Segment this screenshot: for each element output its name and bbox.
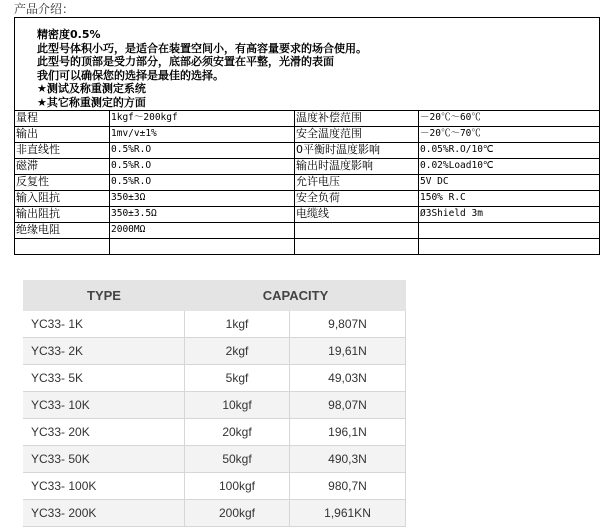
newton-cell: 19,61N [290, 338, 406, 365]
spec-value: －20℃～70℃ [419, 126, 600, 142]
spec-row [15, 190, 600, 206]
spec-label: 安全负荷 [295, 190, 419, 206]
spec-value [419, 222, 600, 238]
spec-row [15, 110, 600, 126]
newton-cell: 9,807N [290, 311, 406, 338]
spec-table [14, 17, 600, 255]
empty-row [15, 238, 600, 254]
spec-label: 磁滞 [15, 158, 110, 174]
table-row [23, 311, 406, 338]
kgf-cell: 20kgf [185, 419, 290, 446]
spec-label: 温度补偿范围 [295, 110, 419, 126]
kgf-cell: 2kgf [185, 338, 290, 365]
spec-value: 0.02%Load10℃ [419, 158, 600, 174]
capacity-table [23, 280, 406, 527]
newton-cell: 1,961KN [290, 500, 406, 527]
spec-value: 0.5%R.O [110, 142, 295, 158]
spec-label: 输出时温度影响 [295, 158, 419, 174]
table-row [23, 473, 406, 500]
spec-label: 反复性 [15, 174, 110, 190]
table-row [23, 365, 406, 392]
spec-row [15, 126, 600, 142]
spec-label [295, 222, 419, 238]
type-cell: YC33- 20K [23, 419, 185, 446]
description-line: ★测试及称重测定系统 [37, 82, 146, 96]
spec-value: 0.5%R.O [110, 158, 295, 174]
table-row [23, 446, 406, 473]
kgf-cell: 5kgf [185, 365, 290, 392]
spec-value: －20℃～60℃ [419, 110, 600, 126]
spec-value: Ø3Shield 3m [419, 206, 600, 222]
spec-row [15, 222, 600, 238]
spec-row [15, 206, 600, 222]
type-header: TYPE [23, 280, 185, 311]
spec-row [15, 158, 600, 174]
description-row [15, 18, 600, 111]
spec-value: 0.5%R.O [110, 174, 295, 190]
type-cell: YC33- 2K [23, 338, 185, 365]
section-title: 产品介绍： [14, 2, 75, 16]
kgf-cell: 200kgf [185, 500, 290, 527]
spec-label: 非直线性 [15, 142, 110, 158]
spec-value: 350±3Ω [110, 190, 295, 206]
type-cell: YC33- 5K [23, 365, 185, 392]
type-cell: YC33- 200K [23, 500, 185, 527]
description-line: 精密度0.5% [37, 28, 101, 41]
spec-label: 允许电压 [295, 174, 419, 190]
spec-label: 量程 [15, 110, 110, 126]
description-line: 此型号的顶部是受力部分，底部必须安置在平整，光滑的表面 [37, 55, 334, 69]
newton-cell: 49,03N [290, 365, 406, 392]
newton-cell: 196,1N [290, 419, 406, 446]
kgf-cell: 1kgf [185, 311, 290, 338]
description-line: 我们可以确保您的选择是最佳的选择。 [37, 68, 224, 82]
spec-value: 1kgf～200kgf [110, 110, 295, 126]
spec-label: 输出阻抗 [15, 206, 110, 222]
table-row [23, 392, 406, 419]
table-row [23, 419, 406, 446]
type-cell: YC33- 1K [23, 311, 185, 338]
description-line: 此型号体积小巧，是适合在装置空间小，有高容量要求的场合使用。 [37, 41, 367, 55]
type-cell: YC33- 100K [23, 473, 185, 500]
newton-cell: 490,3N [290, 446, 406, 473]
newton-cell: 98,07N [290, 392, 406, 419]
newton-cell: 980,7N [290, 473, 406, 500]
spec-row [15, 174, 600, 190]
kgf-cell: 10kgf [185, 392, 290, 419]
product-description [15, 18, 600, 111]
spec-value: 5V DC [419, 174, 600, 190]
spec-value: 150% R.C [419, 190, 600, 206]
type-cell: YC33- 10K [23, 392, 185, 419]
spec-label: 安全温度范围 [295, 126, 419, 142]
kgf-cell: 100kgf [185, 473, 290, 500]
spec-value: 350±3.5Ω [110, 206, 295, 222]
spec-value: 2000MΩ [110, 222, 295, 238]
capacity-header-row [23, 280, 406, 311]
spec-value: 0.05%R.O/10℃ [419, 142, 600, 158]
capacity-header: CAPACITY [185, 280, 406, 311]
spec-label: 绝缘电阻 [15, 222, 110, 238]
table-row [23, 500, 406, 527]
kgf-cell: 50kgf [185, 446, 290, 473]
spec-value: 1mv/v±1% [110, 126, 295, 142]
description-line: ★其它称重测定的方面 [37, 95, 146, 109]
type-cell: YC33- 50K [23, 446, 185, 473]
spec-label: 输入阻抗 [15, 190, 110, 206]
spec-label: 输出 [15, 126, 110, 142]
spec-label: 电缆线 [295, 206, 419, 222]
table-row [23, 338, 406, 365]
capacity-table-container [23, 280, 406, 520]
spec-label: 0平衡时温度影响 [295, 142, 419, 158]
spec-row [15, 142, 600, 158]
